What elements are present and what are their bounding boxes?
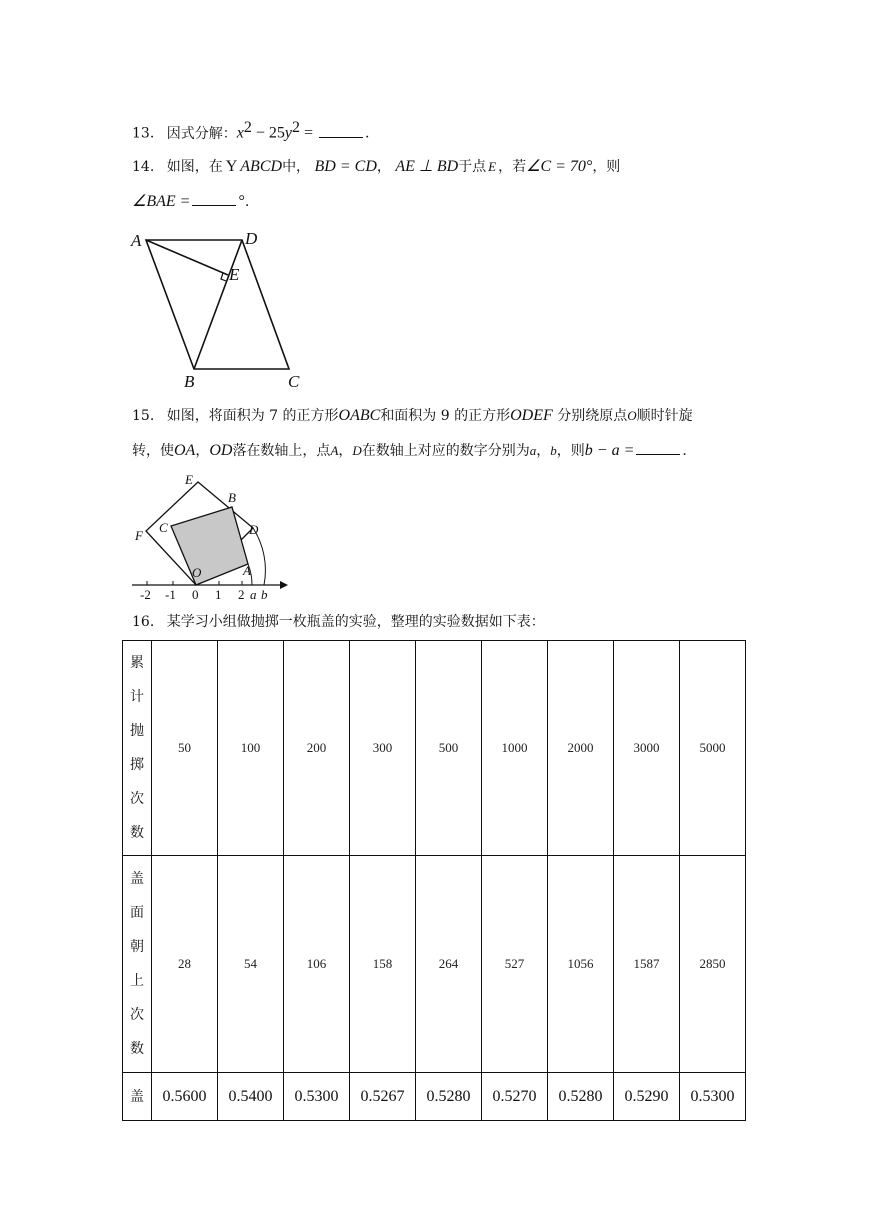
question-text: ，则 bbox=[592, 159, 621, 175]
question-number: 13. bbox=[132, 125, 155, 142]
table-cell: 0.5280 bbox=[416, 1073, 482, 1121]
exponent: 2 bbox=[243, 119, 252, 136]
label-b: B bbox=[184, 372, 195, 391]
question-text: 分别绕原点 bbox=[557, 408, 628, 424]
parallelogram-symbol: Y bbox=[225, 158, 238, 175]
question-text: 因式分解： bbox=[166, 125, 237, 142]
table-cell: 264 bbox=[416, 856, 482, 1073]
table-cell: 100 bbox=[218, 641, 284, 856]
table-cell: 200 bbox=[284, 641, 350, 856]
question-14-line2 bbox=[132, 192, 249, 212]
table-cell: 0.5280 bbox=[548, 1073, 614, 1121]
period: . bbox=[244, 194, 250, 210]
question-number: 14. bbox=[132, 159, 155, 175]
question-text: ， bbox=[536, 443, 551, 459]
label-a-value: a bbox=[250, 587, 257, 602]
header-char: 数 bbox=[130, 825, 144, 841]
math-d: D bbox=[352, 443, 362, 458]
question-13 bbox=[132, 118, 369, 144]
math-oa: OA bbox=[174, 442, 196, 459]
question-15 bbox=[132, 406, 693, 426]
table-cell: 0.5300 bbox=[680, 1073, 746, 1121]
table-row bbox=[123, 856, 746, 1073]
math-y: y bbox=[284, 124, 292, 142]
question-text: ，若 bbox=[498, 159, 527, 175]
table-cell: 527 bbox=[482, 856, 548, 1073]
table-cell: 54 bbox=[218, 856, 284, 1073]
table-cell: 300 bbox=[350, 641, 416, 856]
tick-label: 2 bbox=[238, 587, 245, 602]
label-f: F bbox=[135, 528, 143, 543]
header-char: 朝 bbox=[130, 939, 144, 955]
question-text: 在数轴上对应的数字分别为 bbox=[361, 443, 530, 459]
header-char: 抛 bbox=[130, 723, 144, 739]
math-b-minus-a: b − a = bbox=[584, 442, 635, 459]
answer-blank bbox=[636, 442, 680, 455]
question-14 bbox=[132, 157, 620, 177]
table-cell: 0.5290 bbox=[614, 1073, 680, 1121]
table-cell: 5000 bbox=[680, 641, 746, 856]
question-text: 如图，将面积为 7 的正方形 bbox=[166, 408, 339, 424]
table-cell: 0.5300 bbox=[284, 1073, 350, 1121]
question-text: 某学习小组做抛掷一枚瓶盖的实验，整理的实验数据如下表： bbox=[166, 614, 545, 630]
experiment-table bbox=[122, 640, 746, 1121]
question-15-line2 bbox=[132, 441, 687, 461]
header-char: 面 bbox=[130, 905, 144, 921]
table-cell: 3000 bbox=[614, 641, 680, 856]
table-cell: 0.5270 bbox=[482, 1073, 548, 1121]
label-b-value: b bbox=[261, 587, 268, 602]
table-cell: 2850 bbox=[680, 856, 746, 1073]
row-header-frequency: 盖 bbox=[123, 1073, 152, 1121]
label-a: A bbox=[131, 231, 142, 250]
tick-label: -2 bbox=[140, 587, 151, 602]
label-e: E bbox=[185, 472, 193, 487]
label-c: C bbox=[288, 372, 300, 391]
question-text: ， bbox=[195, 443, 210, 459]
period: . bbox=[682, 443, 687, 459]
math-odef: ODEF bbox=[510, 407, 553, 424]
label-o: O bbox=[192, 565, 202, 580]
math-b-lower: b bbox=[550, 443, 557, 458]
math-abcd: ABCD bbox=[240, 158, 283, 175]
table-cell: 28 bbox=[152, 856, 218, 1073]
tick-label: -1 bbox=[165, 587, 176, 602]
period: . bbox=[365, 125, 370, 142]
question-text: 转，使 bbox=[132, 443, 174, 459]
exponent: 2 bbox=[291, 119, 300, 136]
answer-blank bbox=[192, 193, 236, 206]
math-od: OD bbox=[209, 442, 233, 459]
question-text: 和面积为 9 的正方形 bbox=[380, 408, 511, 424]
math-ae-perp-bd: AE ⊥ BD bbox=[395, 158, 459, 175]
label-d: D bbox=[245, 229, 258, 248]
question-text: 如图，在 bbox=[166, 159, 223, 175]
table-cell: 1056 bbox=[548, 856, 614, 1073]
question-text: 于点 bbox=[458, 159, 487, 175]
table-cell: 158 bbox=[350, 856, 416, 1073]
table-cell: 500 bbox=[416, 641, 482, 856]
table-cell: 0.5600 bbox=[152, 1073, 218, 1121]
label-c: C bbox=[159, 520, 168, 535]
segment-bd bbox=[194, 240, 242, 369]
header-char: 掷 bbox=[130, 757, 144, 773]
header-char: 次 bbox=[130, 791, 144, 807]
tick-label: 1 bbox=[215, 587, 222, 602]
math-oabc: OABC bbox=[338, 407, 381, 424]
question-number: 16. bbox=[132, 614, 155, 630]
question-16 bbox=[132, 612, 545, 632]
header-char: 计 bbox=[130, 689, 144, 705]
label-e: E bbox=[229, 265, 240, 284]
math-eq: = bbox=[299, 124, 317, 142]
header-char: 上 bbox=[130, 973, 144, 989]
math-a: A bbox=[330, 443, 339, 458]
math-e: E bbox=[488, 159, 497, 174]
header-char: 次 bbox=[130, 1007, 144, 1023]
math-bd-cd: BD = CD bbox=[314, 158, 377, 175]
question-text: ， bbox=[376, 159, 391, 175]
question-text: 顺时针旋 bbox=[636, 408, 693, 424]
table-cell: 2000 bbox=[548, 641, 614, 856]
label-d: D bbox=[249, 522, 259, 537]
header-char: 盖 bbox=[130, 871, 144, 887]
header-char: 数 bbox=[130, 1041, 144, 1057]
math-x: x bbox=[236, 124, 244, 142]
figure-squares-number-line bbox=[128, 470, 293, 605]
question-text: ， bbox=[338, 443, 353, 459]
answer-blank bbox=[319, 125, 363, 138]
degree: ° bbox=[238, 193, 245, 210]
table-row bbox=[123, 641, 746, 856]
arrow-icon bbox=[280, 581, 288, 589]
label-a: A bbox=[243, 563, 251, 578]
table-cell: 0.5267 bbox=[350, 1073, 416, 1121]
math-angle-c: ∠C = 70° bbox=[526, 158, 593, 175]
question-number: 15. bbox=[132, 408, 155, 424]
tick-label: 0 bbox=[192, 587, 199, 602]
row-header-throws bbox=[123, 641, 152, 856]
table-cell: 106 bbox=[284, 856, 350, 1073]
question-text: 落在数轴上，点 bbox=[232, 443, 331, 459]
table-cell: 1000 bbox=[482, 641, 548, 856]
header-char: 累 bbox=[130, 655, 144, 671]
segment-ae bbox=[146, 240, 228, 275]
table-cell: 0.5400 bbox=[218, 1073, 284, 1121]
table-cell: 1587 bbox=[614, 856, 680, 1073]
table-cell: 50 bbox=[152, 641, 218, 856]
question-text: ，则 bbox=[556, 443, 585, 459]
math-angle-bae: ∠BAE = bbox=[132, 193, 191, 210]
math-o: O bbox=[627, 408, 637, 423]
square-oabc bbox=[171, 507, 248, 585]
table-row bbox=[123, 1073, 746, 1121]
math-a-lower: a bbox=[529, 443, 537, 458]
label-b: B bbox=[228, 490, 236, 505]
math-op: − 25 bbox=[251, 124, 285, 142]
question-text: 中， bbox=[282, 159, 311, 175]
figure-parallelogram bbox=[128, 226, 308, 394]
row-header-cap-up bbox=[123, 856, 152, 1073]
